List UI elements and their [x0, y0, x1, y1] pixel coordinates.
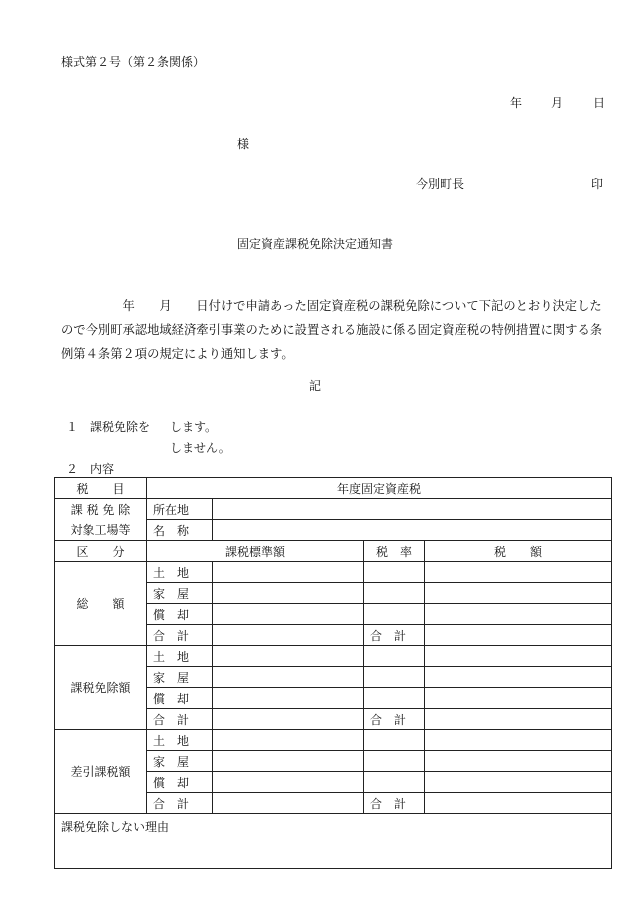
row-land-label: 土 地 — [147, 730, 213, 751]
cell-amount[interactable] — [425, 793, 612, 814]
cell-amount[interactable] — [425, 772, 612, 793]
cell-amount[interactable] — [425, 562, 612, 583]
cell-base[interactable] — [213, 730, 364, 751]
row-depreciable-label: 償 却 — [147, 688, 213, 709]
cell-base[interactable] — [213, 667, 364, 688]
cell-base[interactable] — [213, 772, 364, 793]
rate-total-label: 合 計 — [364, 709, 425, 730]
cell-rate[interactable] — [364, 604, 425, 625]
rate-total-label: 合 計 — [364, 625, 425, 646]
cell-base[interactable] — [213, 604, 364, 625]
cell-amount[interactable] — [425, 583, 612, 604]
header-base: 課税標準額 — [147, 541, 364, 562]
cell-base[interactable] — [213, 751, 364, 772]
cell-base[interactable] — [213, 709, 364, 730]
date-month-label: 月 — [551, 96, 564, 110]
row-depreciable-label: 償 却 — [147, 772, 213, 793]
group-exempt-label: 課税免除額 — [55, 646, 147, 730]
header-amount: 税 額 — [425, 541, 612, 562]
cell-rate[interactable] — [364, 772, 425, 793]
form-number-label: 様式第２号（第２条関係） — [61, 55, 206, 69]
cell-base[interactable] — [213, 688, 364, 709]
cell-base[interactable] — [213, 793, 364, 814]
cell-rate[interactable] — [364, 751, 425, 772]
location-field[interactable] — [213, 499, 612, 520]
rate-total-label: 合 計 — [364, 793, 425, 814]
row-total-label: 合 計 — [147, 709, 213, 730]
group-total-label: 総 額 — [55, 562, 147, 646]
cell-amount[interactable] — [425, 751, 612, 772]
item1-option-shimasu: します。 — [170, 420, 218, 434]
document-title: 固定資産課税免除決定通知書 — [236, 237, 393, 251]
cell-rate[interactable] — [364, 562, 425, 583]
header-tax-item: 税 目 — [55, 478, 147, 499]
header-category: 区 分 — [55, 541, 147, 562]
row-total-label: 合 計 — [147, 625, 213, 646]
cell-amount[interactable] — [425, 688, 612, 709]
no-exemption-reason[interactable]: 課税免除しない理由 — [55, 814, 612, 869]
group-net-label: 差引課税額 — [55, 730, 147, 814]
body-paragraph: 年 月 日付けで申請あった固定資産税の課税免除について下記のとおり決定したので今別町承認地域経済牽引事業のために設置される施設に係る固定資産税の特例措置に関する条例第４条第２項の規定により通知します。 — [61, 299, 603, 361]
cell-base[interactable] — [213, 625, 364, 646]
cell-rate[interactable] — [364, 667, 425, 688]
row-house-label: 家 屋 — [147, 583, 213, 604]
cell-amount[interactable] — [425, 709, 612, 730]
cell-amount[interactable] — [425, 625, 612, 646]
item1-option-shimasen: しません。 — [170, 441, 231, 455]
cell-base[interactable] — [213, 562, 364, 583]
ki-heading: 記 — [308, 379, 321, 393]
item2-label: ２ 内容 — [66, 462, 115, 476]
cell-base[interactable] — [213, 583, 364, 604]
row-depreciable-label: 償 却 — [147, 604, 213, 625]
header-rate: 税 率 — [364, 541, 425, 562]
header-year-tax: 年度固定資産税 — [147, 478, 612, 499]
cell-base[interactable] — [213, 646, 364, 667]
recipient-label: 様 — [237, 137, 250, 151]
cell-rate[interactable] — [364, 730, 425, 751]
cell-rate[interactable] — [364, 646, 425, 667]
cell-rate[interactable] — [364, 583, 425, 604]
location-label: 所在地 — [147, 499, 213, 520]
name-label: 名 称 — [147, 520, 213, 541]
cell-amount[interactable] — [425, 667, 612, 688]
row-house-label: 家 屋 — [147, 667, 213, 688]
row-house-label: 家 屋 — [147, 751, 213, 772]
item1-label: １ 課税免除を — [66, 420, 151, 434]
cell-rate[interactable] — [364, 688, 425, 709]
cell-amount[interactable] — [425, 604, 612, 625]
target-facility-label: 課 税 免 除 対象工場等 — [55, 499, 147, 541]
mayor-label: 今別町長 — [416, 177, 465, 191]
date-year-label: 年 — [510, 96, 523, 110]
row-land-label: 土 地 — [147, 646, 213, 667]
cell-amount[interactable] — [425, 730, 612, 751]
name-field[interactable] — [213, 520, 612, 541]
seal-label: 印 — [591, 177, 604, 191]
row-land-label: 土 地 — [147, 562, 213, 583]
content-table — [54, 477, 612, 869]
date-day-label: 日 — [593, 96, 606, 110]
cell-amount[interactable] — [425, 646, 612, 667]
row-total-label: 合 計 — [147, 793, 213, 814]
